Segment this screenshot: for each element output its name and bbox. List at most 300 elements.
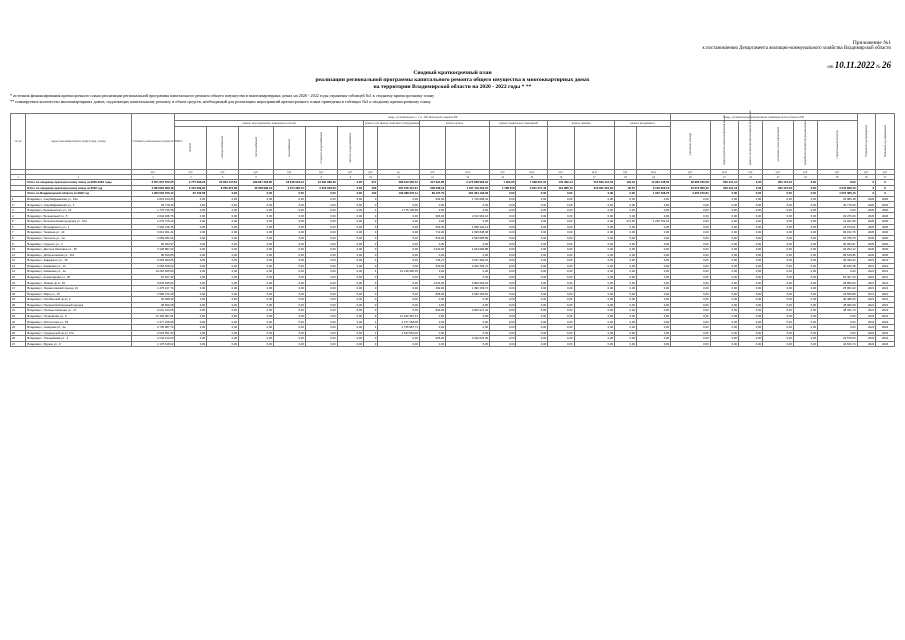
table-cell: 812,00 (419, 235, 445, 241)
units-cell: руб. (818, 170, 858, 175)
table-cell: 2020 (876, 196, 895, 202)
units-cell: кв.м (636, 170, 670, 175)
plan-table-wrapper (10, 110, 895, 635)
table-cell: 82 152,76 (818, 230, 858, 236)
column-index-cell: 5 (207, 175, 239, 180)
table-cell: 0,00 (337, 258, 363, 264)
table-cell: 1 788 019 (490, 185, 516, 191)
table-cell: 0,00 (274, 241, 306, 247)
table-cell: 16 (11, 280, 26, 286)
table-cell: 0,00 (175, 213, 207, 219)
table-cell: 0,00 (378, 219, 420, 225)
column-index-cell: 3 (131, 175, 175, 180)
table-cell: 0,00 (739, 263, 763, 269)
table-cell: 0,00 (739, 224, 763, 230)
table-cell: 1 (11, 196, 26, 202)
date-prefix: от (827, 65, 834, 70)
table-cell: 2020 (857, 202, 876, 208)
table-cell: 2020 (857, 246, 876, 252)
table-cell: 0,00 (710, 308, 739, 314)
table-cell: 0,00 (739, 330, 763, 336)
table-cell: 0,00 (818, 313, 858, 319)
table-cell: 0,00 (671, 263, 710, 269)
column-index-cell: 12 (419, 175, 445, 180)
table-cell: 0,00 (763, 191, 794, 197)
units-cell: руб. (239, 170, 274, 175)
table-cell: 0 (364, 213, 378, 219)
column-index-cell: 6 (239, 175, 274, 180)
table-cell: 0,00 (207, 285, 239, 291)
table-cell: 0,00 (710, 297, 739, 303)
table-cell: 2020 (857, 230, 876, 236)
table-cell: 0,00 (516, 319, 548, 325)
table-cell: 0,00 (305, 258, 337, 264)
table-cell: 0,00 (207, 202, 239, 208)
table-cell: 0,00 (337, 308, 363, 314)
table-cell: 0,00 (378, 285, 420, 291)
table-cell: 0,00 (763, 274, 794, 280)
table-cell: 0,00 (490, 246, 516, 252)
table-cell: 0,00 (763, 330, 794, 336)
table-cell: 2 243 210,03 (131, 336, 175, 342)
units-cell: руб. (337, 170, 363, 175)
table-cell: 0,00 (378, 302, 420, 308)
table-cell: 0,00 (710, 313, 739, 319)
table-cell: 0,00 (378, 202, 420, 208)
table-cell: 8,00 (818, 180, 858, 186)
table-cell: 0,00 (574, 252, 615, 258)
table-cell: 0,00 (636, 224, 670, 230)
table-cell: 0,00 (739, 246, 763, 252)
table-cell: 0,00 (763, 196, 794, 202)
table-cell: 0,00 (574, 330, 615, 336)
table-cell: 0,00 (446, 274, 490, 280)
table-cell: 0,00 (739, 258, 763, 264)
table-cell: 0,00 (207, 191, 239, 197)
table-cell: 0,00 (710, 213, 739, 219)
table-cell: 23 974,01 (818, 224, 858, 230)
table-cell: 0,00 (419, 269, 445, 275)
table-cell: 0,00 (337, 185, 363, 191)
table-cell: 1 260 063 705,14 (131, 191, 175, 197)
table-cell: 0,00 (548, 235, 574, 241)
table-cell: 0,00 (615, 202, 637, 208)
table-cell: 0,00 (739, 202, 763, 208)
table-cell: 0,00 (446, 330, 490, 336)
table-cell: 0,00 (305, 313, 337, 319)
table-cell: 22 (11, 313, 26, 319)
table-cell: 20 (11, 302, 26, 308)
table-cell: 2020 (876, 252, 895, 258)
table-cell: 0,00 (337, 213, 363, 219)
address-cell: Владимир г, Почаевская ул., 9 (26, 313, 131, 319)
table-cell: 0,00 (548, 196, 574, 202)
table-cell: 0,00 (763, 302, 794, 308)
table-cell: 0,00 (516, 263, 548, 269)
table-cell: 0,00 (175, 246, 207, 252)
title-line-3: на территории Владимирской области на 2020 - 2022 годы * ** (373, 83, 532, 90)
table-cell: 0,00 (490, 213, 516, 219)
table-cell: 0,00 (446, 207, 490, 213)
table-cell: 0,00 (490, 202, 516, 208)
table-cell: 0,00 (239, 297, 274, 303)
table-cell: 0,00 (239, 302, 274, 308)
table-cell: 0,00 (516, 196, 548, 202)
table-cell: X (876, 191, 895, 197)
table-cell: 0,00 (378, 280, 420, 286)
table-cell: 6 (11, 224, 26, 230)
table-cell: 0,00 (239, 258, 274, 264)
table-cell: 1 726 898,44 (446, 196, 490, 202)
units-cell: руб. (615, 170, 637, 175)
table-cell: 0,00 (763, 325, 794, 331)
table-cell: 2 475 638 962,64 (446, 180, 490, 186)
table-cell: 0,00 (636, 213, 670, 219)
table-cell: 0,00 (239, 341, 274, 347)
table-cell: 0,00 (615, 297, 637, 303)
column-index-cell: 17 (574, 175, 615, 180)
table-cell: 0,00 (516, 191, 548, 197)
address-cell: Владимир г, Гагарина ул., 24 (26, 230, 131, 236)
header-basement-cost (516, 127, 548, 170)
column-index-cell: 23 (763, 175, 794, 180)
table-cell: 0 (364, 274, 378, 280)
table-cell: 0,00 (671, 302, 710, 308)
table-cell: 0,00 (793, 285, 817, 291)
table-cell: 0,00 (739, 252, 763, 258)
table-cell: 0,00 (739, 274, 763, 280)
address-cell: Владимир г, Безыменского ул., 1б (26, 207, 131, 213)
table-cell: 21 (11, 308, 26, 314)
table-cell: 2022 (857, 325, 876, 331)
table-cell: 0,00 (671, 202, 710, 208)
table-cell: 0 (364, 219, 378, 225)
table-cell: 0,00 (615, 213, 637, 219)
table-cell: 3 878 945,64 (131, 280, 175, 286)
table-cell: 9 163 306,73 (636, 185, 670, 191)
table-cell: 0,00 (207, 274, 239, 280)
table-cell: 0,00 (337, 341, 363, 347)
table-cell: 0,00 (615, 235, 637, 241)
table-cell: 0,00 (337, 230, 363, 236)
address-cell: Итого по сводному краткосрочному плану за 2020-2022 годы (26, 180, 131, 186)
table-cell: 0,00 (274, 213, 306, 219)
table-cell: 10 (11, 246, 26, 252)
table-cell: 0,00 (207, 213, 239, 219)
table-cell: 5 (11, 219, 26, 225)
table-cell: 0,00 (490, 269, 516, 275)
table-cell: 36 488,30 (818, 297, 858, 303)
table-cell: 0,00 (175, 319, 207, 325)
table-cell: 0,00 (207, 319, 239, 325)
address-cell: Владимир г, Полины Осипенко ул., 17 (26, 308, 131, 314)
table-cell: 0,00 (175, 330, 207, 336)
table-cell: 0,00 (274, 280, 306, 286)
column-index-cell: 7 (274, 175, 306, 180)
table-cell: 0,00 (615, 285, 637, 291)
address-cell: Владимир г, Мира ул., 15 (26, 291, 131, 297)
header-fire-automation: ремонт систем противопожарной автоматики (739, 121, 763, 170)
table-cell: 0,00 (763, 341, 794, 347)
table-cell: 133 369,14 (548, 180, 574, 186)
table-cell: 317 937,80 (419, 180, 445, 186)
table-cell: 43 565,88 (818, 291, 858, 297)
table-cell: 2020 (857, 241, 876, 247)
table-cell: 2 659 381,64 (131, 235, 175, 241)
table-cell: 0,00 (239, 235, 274, 241)
table-cell: 0,00 (490, 308, 516, 314)
table-cell: 1 475 217,74 (131, 285, 175, 291)
table-cell: 0,00 (615, 302, 637, 308)
table-cell: 0,00 (548, 207, 574, 213)
table-cell: 0,00 (207, 252, 239, 258)
table-cell: 0,00 (710, 291, 739, 297)
table-cell: 0,00 (793, 302, 817, 308)
address-cell: Владимир г, Горького ул., 3 (26, 241, 131, 247)
table-cell: 0,00 (446, 319, 490, 325)
footnote-2: ** планируемое количество многоквартирных домов, подлежащих капитальному ремонту и объем средств, необходимый для реализации мероприятий краткосрочного плана приведены в таблицах №2 к сводному краткосрочному плану (10, 99, 431, 104)
table-cell: 0,00 (490, 274, 516, 280)
table-cell: 0,00 (574, 235, 615, 241)
table-cell: 89 427,70 (419, 191, 445, 197)
table-cell: 0,00 (739, 285, 763, 291)
table-cell: 484 172,43 (763, 180, 794, 186)
header-supervision: строительный контроль (818, 121, 858, 170)
table-cell: 0,00 (516, 224, 548, 230)
table-cell: 0,00 (516, 258, 548, 264)
table-cell: 3 128 887,00 (131, 246, 175, 252)
units-cell: руб. (739, 170, 763, 175)
table-cell: 7 (11, 230, 26, 236)
table-cell: 0,00 (739, 269, 763, 275)
table-cell: 0,00 (490, 325, 516, 331)
table-cell: 0,00 (615, 280, 637, 286)
table-cell: 0,00 (548, 313, 574, 319)
table-cell: 0,00 (337, 330, 363, 336)
table-cell: 0,00 (490, 258, 516, 264)
table-cell: 0,00 (175, 202, 207, 208)
table-cell: 49 778,40 (818, 202, 858, 208)
table-cell: 0,00 (419, 207, 445, 213)
column-index-cell: 14 (490, 175, 516, 180)
table-cell: 0,00 (378, 258, 420, 264)
table-cell: 0,00 (615, 325, 637, 331)
table-cell: 0,00 (239, 230, 274, 236)
table-cell: 2 (11, 202, 26, 208)
table-cell: 0,00 (305, 336, 337, 342)
table-cell: 0,00 (207, 224, 239, 230)
table-cell: 0,00 (175, 274, 207, 280)
table-cell: 0,00 (207, 330, 239, 336)
table-cell: 1 197 118 364,67 (446, 185, 490, 191)
table-cell: 0,00 (671, 336, 710, 342)
table-cell: 0,00 (274, 291, 306, 297)
address-cell: Итого по сводному краткосрочному плану за 2022 год (26, 185, 131, 191)
table-cell: 2 220 633,39 (446, 336, 490, 342)
table-cell: 0,00 (274, 191, 306, 197)
table-cell: 0,00 (793, 230, 817, 236)
table-cell: 2020 (876, 230, 895, 236)
table-cell: 0,00 (446, 341, 490, 347)
table-cell: 0,00 (490, 207, 516, 213)
address-cell: Владимир г, Растопчина ул., 53 (26, 319, 131, 325)
table-cell: 2022 (857, 341, 876, 347)
address-cell: Владимир г, Перекопский военный городок (26, 302, 131, 308)
table-cell: 0,00 (548, 274, 574, 280)
number-value: 26 (882, 60, 891, 70)
table-cell: 12 182 387,91 (378, 313, 420, 319)
table-cell: 0,00 (548, 202, 574, 208)
table-cell: 7 368 021,50 (516, 180, 548, 186)
table-cell: 0,00 (516, 207, 548, 213)
table-cell: 0,00 (175, 336, 207, 342)
table-cell: 0,00 (548, 230, 574, 236)
table-cell: 0,00 (763, 213, 794, 219)
table-cell: 0,00 (419, 302, 445, 308)
table-cell: 0,00 (305, 235, 337, 241)
table-cell: 0,00 (739, 241, 763, 247)
table-cell: 0,00 (305, 341, 337, 347)
table-cell: 0,00 (793, 252, 817, 258)
table-cell: 0,00 (378, 263, 420, 269)
table-cell: 0,00 (574, 313, 615, 319)
column-index-cell: 19 (636, 175, 670, 180)
table-cell: 0,00 (739, 180, 763, 186)
table-cell: 0,00 (207, 302, 239, 308)
table-cell: 2 930 848,48 (446, 230, 490, 236)
table-cell: 0,00 (548, 336, 574, 342)
table-cell: 0,00 (378, 297, 420, 303)
table-cell: 0,00 (337, 325, 363, 331)
table-cell: 0,00 (574, 241, 615, 247)
table-cell: 0,00 (739, 291, 763, 297)
column-index-cell: 22 (739, 175, 763, 180)
table-cell: 0,00 (446, 252, 490, 258)
table-cell: 2021 (857, 258, 876, 264)
table-cell: 2 343 299,22 (175, 185, 207, 191)
table-cell: 13 934 985,30 (305, 180, 337, 186)
table-cell: 2022 (876, 330, 895, 336)
table-cell: 0,00 (615, 274, 637, 280)
table-cell: 0,00 (793, 246, 817, 252)
table-cell: 102 (364, 191, 378, 197)
table-cell: 0,00 (239, 336, 274, 342)
table-cell: 0,00 (793, 235, 817, 241)
table-cell: 0,00 (548, 269, 574, 275)
header-roof-cost (446, 127, 490, 170)
table-cell: 665,00 (419, 336, 445, 342)
units-cell: руб. (131, 170, 175, 175)
table-cell: 0,00 (239, 308, 274, 314)
table-cell: 0,00 (419, 313, 445, 319)
table-cell: 2020 (876, 219, 895, 225)
table-cell: 0,00 (763, 297, 794, 303)
table-cell: 0,00 (305, 213, 337, 219)
table-cell: 2021 (857, 280, 876, 286)
table-cell: 0,00 (378, 246, 420, 252)
table-cell: 0,00 (548, 285, 574, 291)
table-cell: 0,00 (239, 191, 274, 197)
table-cell: 0,00 (207, 207, 239, 213)
table-cell: 1 968 162,14 (446, 224, 490, 230)
table-cell: 0,00 (516, 302, 548, 308)
table-cell: 0,00 (636, 230, 670, 236)
table-cell: 0,00 (516, 285, 548, 291)
units-cell: руб. (671, 170, 710, 175)
table-cell: 0,00 (516, 241, 548, 247)
table-cell: 26 (11, 336, 26, 342)
table-cell: 0,00 (175, 341, 207, 347)
table-cell: 1 775 736,58 (131, 207, 175, 213)
table-cell: 0,00 (671, 207, 710, 213)
table-cell: 0,00 (305, 202, 337, 208)
table-cell: 0,00 (615, 336, 637, 342)
table-cell: 0,00 (671, 224, 710, 230)
table-cell: 0,00 (671, 330, 710, 336)
table-cell: 0,00 (378, 336, 420, 342)
table-cell: 1 178 618,02 (131, 341, 175, 347)
table-cell: 2021 (857, 308, 876, 314)
table-cell: 0,00 (615, 196, 637, 202)
table-cell: 0,00 (516, 235, 548, 241)
table-cell: 0,00 (419, 202, 445, 208)
table-cell: 0,00 (239, 313, 274, 319)
table-cell: 48 966 016,58 (671, 180, 710, 186)
table-cell: 0,00 (763, 308, 794, 314)
table-cell: 0,00 (175, 263, 207, 269)
table-cell: 2020 (876, 207, 895, 213)
header-sub-total: ВСЕГО (175, 127, 207, 170)
table-cell: 0,00 (378, 241, 420, 247)
table-cell: 0,00 (763, 319, 794, 325)
table-cell: 17 (11, 285, 26, 291)
table-cell: 0,00 (636, 319, 670, 325)
table-cell: 0,00 (274, 336, 306, 342)
table-cell: 6 551 807 872,25 (131, 180, 175, 186)
table-cell: 36 488,30 (131, 297, 175, 303)
table-cell: 44 816,74 (818, 341, 858, 347)
table-cell: 1 507 385,13 (818, 191, 858, 197)
table-cell: 0,00 (710, 336, 739, 342)
footnotes (10, 93, 434, 105)
units-cell: руб. (793, 170, 817, 175)
table-cell: 0,00 (207, 325, 239, 331)
table-cell: 0,00 (793, 180, 817, 186)
table-cell: 0,00 (710, 235, 739, 241)
table-cell: 0,00 (574, 325, 615, 331)
table-cell: 0,00 (739, 213, 763, 219)
address-cell: Владимир г, Гастелло ул., 1а (26, 235, 131, 241)
table-cell: 2022 (876, 336, 895, 342)
header-basement-area (490, 127, 516, 170)
table-cell: 0,00 (419, 325, 445, 331)
table-cell: 0,00 (337, 263, 363, 269)
table-cell: 0,00 (710, 269, 739, 275)
table-cell: 0,00 (763, 313, 794, 319)
table-cell: 0,00 (175, 252, 207, 258)
table-cell: 2 377 168,08 (378, 319, 420, 325)
header-control-units: установка узлов управления (763, 121, 794, 170)
table-cell: X (876, 185, 895, 191)
table-cell: 0,00 (207, 241, 239, 247)
table-cell: X (857, 191, 876, 197)
table-cell: 27 (11, 341, 26, 347)
table-cell: 0,00 (739, 302, 763, 308)
table-cell: 0,00 (574, 224, 615, 230)
column-index-cell: 10 (364, 175, 378, 180)
address-cell: Владимир г, Больничный пр., 5 (26, 213, 131, 219)
table-cell: 25 (11, 330, 26, 336)
